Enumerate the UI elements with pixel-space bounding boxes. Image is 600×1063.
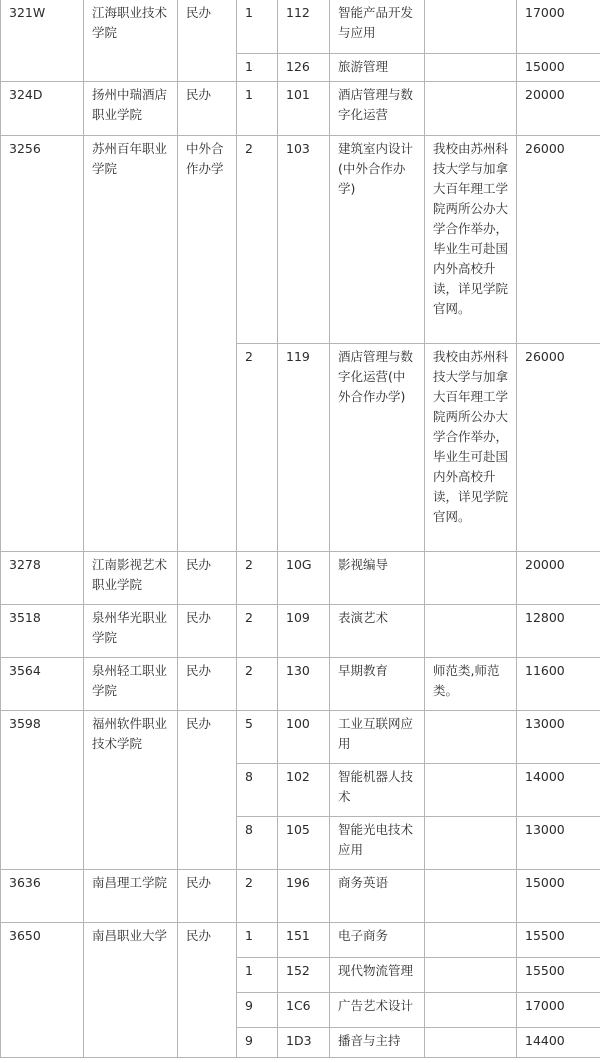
tuition-cell: 12800 bbox=[517, 605, 600, 658]
note-cell bbox=[425, 870, 517, 923]
major-code-cell: 10G bbox=[278, 552, 330, 605]
school-name-cell: 江海职业技术学院 bbox=[84, 0, 178, 82]
school-name-cell: 南昌职业大学 bbox=[84, 923, 178, 1058]
school-code-cell: 321W bbox=[1, 0, 84, 82]
plan-count-cell: 1 bbox=[237, 82, 278, 136]
note-cell bbox=[425, 1028, 517, 1058]
school-type-cell: 民办 bbox=[178, 0, 237, 82]
table-row bbox=[1, 605, 600, 658]
table-row bbox=[1, 658, 600, 711]
note-cell bbox=[425, 764, 517, 817]
major-code-cell: 103 bbox=[278, 136, 330, 344]
note-cell bbox=[425, 711, 517, 764]
major-name-cell: 工业互联网应用 bbox=[330, 711, 425, 764]
major-name-cell: 智能产品开发与应用 bbox=[330, 0, 425, 54]
tuition-cell: 26000 bbox=[517, 344, 600, 552]
school-name-cell: 泉州华光职业学院 bbox=[84, 605, 178, 658]
major-code-cell: 1D3 bbox=[278, 1028, 330, 1058]
major-code-cell: 102 bbox=[278, 764, 330, 817]
plan-count-cell: 1 bbox=[237, 958, 278, 993]
tuition-cell: 14000 bbox=[517, 764, 600, 817]
school-code-cell: 3518 bbox=[1, 605, 84, 658]
plan-count-cell: 1 bbox=[237, 0, 278, 54]
school-type-cell: 民办 bbox=[178, 82, 237, 136]
note-cell bbox=[425, 958, 517, 993]
plan-count-cell: 9 bbox=[237, 993, 278, 1028]
tuition-cell: 20000 bbox=[517, 82, 600, 136]
note-cell bbox=[425, 54, 517, 82]
table-row bbox=[1, 0, 600, 54]
school-code-cell: 3278 bbox=[1, 552, 84, 605]
plan-count-cell: 8 bbox=[237, 764, 278, 817]
plan-count-cell: 2 bbox=[237, 136, 278, 344]
school-name-cell: 南昌理工学院 bbox=[84, 870, 178, 923]
plan-count-cell: 2 bbox=[237, 344, 278, 552]
note-cell bbox=[425, 0, 517, 54]
plan-count-cell: 1 bbox=[237, 923, 278, 958]
plan-count-cell: 2 bbox=[237, 870, 278, 923]
plan-count-cell: 5 bbox=[237, 711, 278, 764]
major-name-cell: 建筑室内设计(中外合作办学) bbox=[330, 136, 425, 344]
note-cell: 我校由苏州科技大学与加拿大百年理工学院两所公办大学合作举办，毕业生可赴国内外高校升读，详见学院官网。 bbox=[425, 344, 517, 552]
major-name-cell: 酒店管理与数字化运营(中外合作办学) bbox=[330, 344, 425, 552]
tuition-cell: 20000 bbox=[517, 552, 600, 605]
tuition-cell: 13000 bbox=[517, 817, 600, 870]
major-code-cell: 151 bbox=[278, 923, 330, 958]
school-code-cell: 324D bbox=[1, 82, 84, 136]
school-name-cell: 福州软件职业技术学院 bbox=[84, 711, 178, 870]
major-name-cell: 早期教育 bbox=[330, 658, 425, 711]
school-name-cell: 泉州轻工职业学院 bbox=[84, 658, 178, 711]
major-code-cell: 100 bbox=[278, 711, 330, 764]
school-type-cell: 民办 bbox=[178, 605, 237, 658]
major-name-cell: 智能机器人技术 bbox=[330, 764, 425, 817]
school-name-cell: 扬州中瑞酒店职业学院 bbox=[84, 82, 178, 136]
major-code-cell: 105 bbox=[278, 817, 330, 870]
note-cell bbox=[425, 605, 517, 658]
tuition-cell: 15000 bbox=[517, 870, 600, 923]
major-name-cell: 商务英语 bbox=[330, 870, 425, 923]
tuition-cell: 15000 bbox=[517, 54, 600, 82]
note-cell: 师范类,师范类。 bbox=[425, 658, 517, 711]
tuition-cell: 26000 bbox=[517, 136, 600, 344]
school-type-cell: 民办 bbox=[178, 711, 237, 870]
major-code-cell: 130 bbox=[278, 658, 330, 711]
table-row bbox=[1, 870, 600, 923]
school-name-cell: 苏州百年职业学院 bbox=[84, 136, 178, 552]
major-code-cell: 119 bbox=[278, 344, 330, 552]
major-name-cell: 播音与主持 bbox=[330, 1028, 425, 1058]
major-name-cell: 表演艺术 bbox=[330, 605, 425, 658]
major-code-cell: 152 bbox=[278, 958, 330, 993]
major-code-cell: 101 bbox=[278, 82, 330, 136]
school-code-cell: 3256 bbox=[1, 136, 84, 552]
table-row bbox=[1, 552, 600, 605]
major-name-cell: 影视编导 bbox=[330, 552, 425, 605]
table-body bbox=[1, 0, 600, 1058]
school-code-cell: 3650 bbox=[1, 923, 84, 1058]
major-name-cell: 现代物流管理 bbox=[330, 958, 425, 993]
table-row bbox=[1, 923, 600, 958]
school-type-cell: 中外合作办学 bbox=[178, 136, 237, 552]
note-cell bbox=[425, 552, 517, 605]
tuition-cell: 15500 bbox=[517, 923, 600, 958]
major-name-cell: 酒店管理与数字化运营 bbox=[330, 82, 425, 136]
major-name-cell: 电子商务 bbox=[330, 923, 425, 958]
tuition-cell: 17000 bbox=[517, 0, 600, 54]
school-code-cell: 3598 bbox=[1, 711, 84, 870]
plan-count-cell: 1 bbox=[237, 54, 278, 82]
table-row bbox=[1, 136, 600, 344]
plan-count-cell: 2 bbox=[237, 552, 278, 605]
major-code-cell: 112 bbox=[278, 0, 330, 54]
plan-count-cell: 2 bbox=[237, 605, 278, 658]
major-name-cell: 旅游管理 bbox=[330, 54, 425, 82]
note-cell bbox=[425, 923, 517, 958]
major-code-cell: 196 bbox=[278, 870, 330, 923]
major-code-cell: 126 bbox=[278, 54, 330, 82]
major-name-cell: 广告艺术设计 bbox=[330, 993, 425, 1028]
school-type-cell: 民办 bbox=[178, 923, 237, 1058]
plan-count-cell: 9 bbox=[237, 1028, 278, 1058]
school-type-cell: 民办 bbox=[178, 870, 237, 923]
plan-count-cell: 2 bbox=[237, 658, 278, 711]
school-code-cell: 3636 bbox=[1, 870, 84, 923]
tuition-cell: 17000 bbox=[517, 993, 600, 1028]
tuition-cell: 13000 bbox=[517, 711, 600, 764]
school-type-cell: 民办 bbox=[178, 658, 237, 711]
note-cell bbox=[425, 993, 517, 1028]
note-cell bbox=[425, 817, 517, 870]
tuition-cell: 14400 bbox=[517, 1028, 600, 1058]
school-type-cell: 民办 bbox=[178, 552, 237, 605]
tuition-cell: 11600 bbox=[517, 658, 600, 711]
table-row bbox=[1, 82, 600, 136]
tuition-cell: 15500 bbox=[517, 958, 600, 993]
major-name-cell: 智能光电技术应用 bbox=[330, 817, 425, 870]
note-cell bbox=[425, 82, 517, 136]
major-code-cell: 1C6 bbox=[278, 993, 330, 1028]
major-code-cell: 109 bbox=[278, 605, 330, 658]
plan-count-cell: 8 bbox=[237, 817, 278, 870]
school-code-cell: 3564 bbox=[1, 658, 84, 711]
table-row bbox=[1, 711, 600, 764]
note-cell: 我校由苏州科技大学与加拿大百年理工学院两所公办大学合作举办，毕业生可赴国内外高校升读，详见学院官网。 bbox=[425, 136, 517, 344]
school-name-cell: 江南影视艺术职业学院 bbox=[84, 552, 178, 605]
